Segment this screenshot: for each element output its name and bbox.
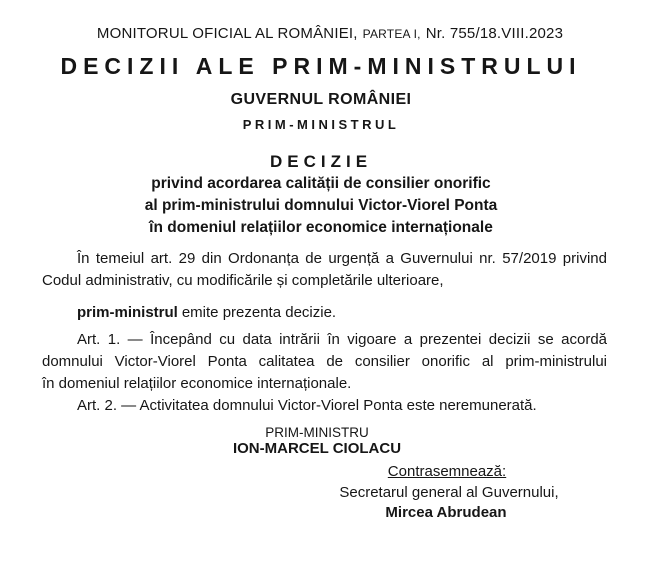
article-1-line-1: Art. 1. — Începând cu data intrării în vigoare a prezentei decizii se acordă	[77, 331, 607, 348]
decision-subtitle-line-3: în domeniul relațiilor economice internaționale	[149, 219, 493, 236]
issue-number: Nr. 755/18.VIII.2023	[425, 25, 564, 42]
decision-subtitle-line-2: al prim-ministrului domnului Victor-Viorel Ponta	[144, 197, 498, 214]
pm-signature-name: ION-MARCEL CIOLACU	[232, 440, 402, 457]
decision-subtitle	[0, 173, 642, 239]
decision-heading: DECIZIE	[269, 152, 373, 171]
preamble-line-2: Codul administrativ, cu modificările și completările ulterioare,	[42, 272, 444, 289]
articles-block	[42, 329, 607, 417]
institution-name: GUVERNUL ROMÂNIEI	[230, 91, 412, 108]
authority-label: PRIM-MINISTRUL	[242, 117, 400, 132]
article-1-line-2: domnului Victor-Viorel Ponta calitatea de consilier onorific al prim-ministrului	[42, 353, 607, 370]
article-1-line-3: în domeniul relațiilor economice internaționale.	[42, 375, 352, 392]
pm-signature-title: PRIM-MINISTRU	[265, 425, 369, 440]
enactment-text: emite prezenta decizie.	[181, 304, 337, 321]
gazette-header	[0, 25, 660, 42]
enactment-authority: prim-ministrul	[77, 304, 178, 321]
countersign-label: Contrasemnează:	[387, 463, 507, 480]
decision-subtitle-line-1: privind acordarea calității de consilier onorific	[151, 175, 491, 192]
enactment-line	[42, 302, 607, 324]
countersign-role: Secretarul general al Guvernului,	[339, 484, 559, 501]
article-2-line: Art. 2. — Activitatea domnului Victor-Viorel Ponta este neremunerată.	[77, 397, 537, 414]
preamble-line-1: În temeiul art. 29 din Ordonanța de urgență a Guvernului nr. 57/2019 privind	[77, 250, 607, 267]
section-title: DECIZII ALE PRIM-MINISTRULUI	[60, 53, 582, 79]
part-label: PARTEA I,	[362, 27, 421, 41]
preamble-paragraph	[42, 248, 607, 292]
countersign-name: Mircea Abrudean	[385, 504, 507, 521]
publication-name: MONITORUL OFICIAL AL ROMÂNIEI,	[96, 25, 358, 42]
